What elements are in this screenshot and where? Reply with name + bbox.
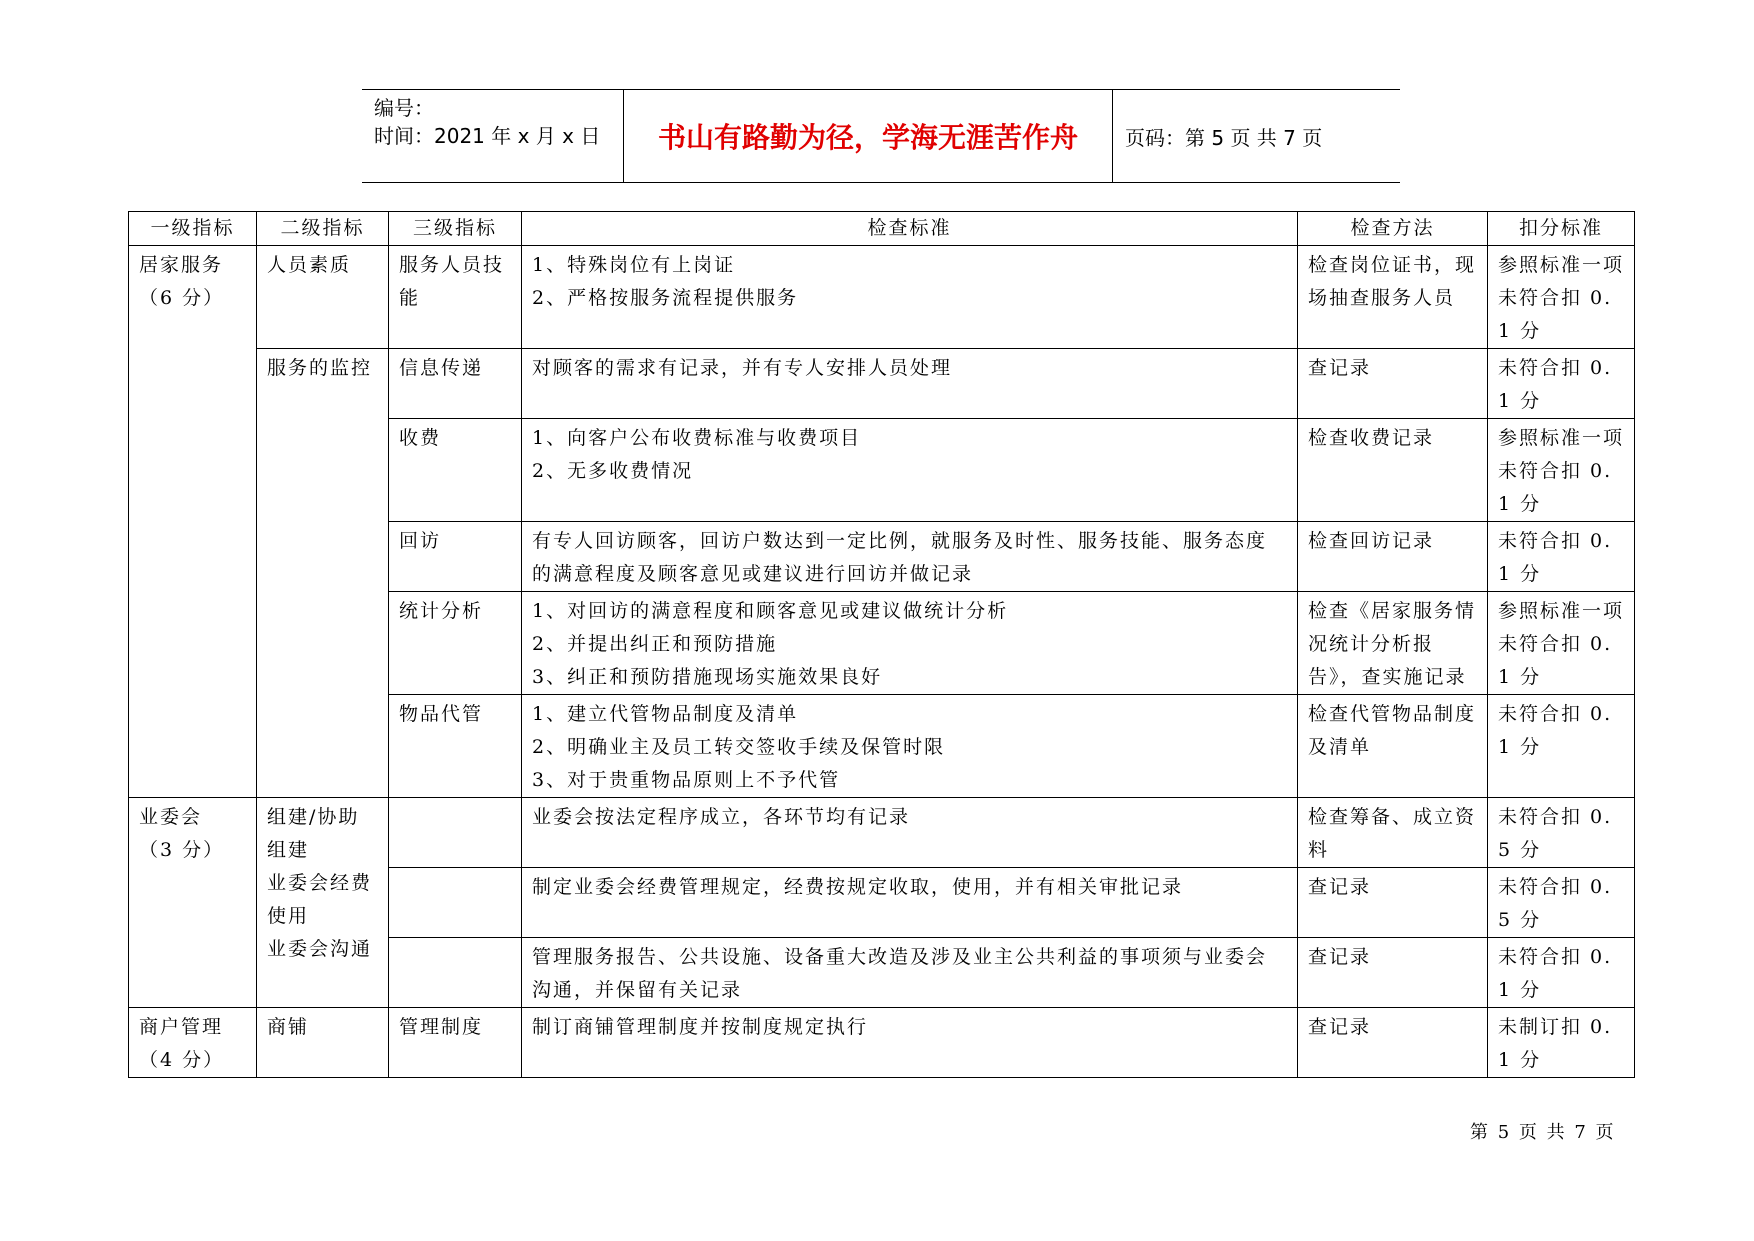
table-row xyxy=(129,1008,1635,1078)
standard-line: 1、特殊岗位有上岗证 xyxy=(532,254,736,276)
method-cell: 查记录 xyxy=(1298,349,1488,419)
level3-cell: 信息传递 xyxy=(389,349,522,419)
header-info xyxy=(362,90,624,182)
document-header xyxy=(362,89,1400,183)
level3-cell: 收费 xyxy=(389,419,522,522)
method-cell: 检查回访记录 xyxy=(1298,522,1488,592)
table-header-row xyxy=(129,212,1635,246)
standard-cell xyxy=(522,938,1298,1008)
table-row xyxy=(129,246,1635,349)
level2-line: 组建/协助组建 xyxy=(267,806,360,861)
deduct-cell: 未符合扣 0.1 分 xyxy=(1488,522,1635,592)
standard-line: 3、对于贵重物品原则上不予代管 xyxy=(532,769,841,791)
deduct-cell: 参照标准一项未符合扣 0.1 分 xyxy=(1488,592,1635,695)
deduct-cell: 未符合扣 0.1 分 xyxy=(1488,349,1635,419)
deduct-cell: 未制订扣 0.1 分 xyxy=(1488,1008,1635,1078)
standard-cell xyxy=(522,349,1298,419)
method-cell: 查记录 xyxy=(1298,868,1488,938)
col-header: 扣分标准 xyxy=(1488,212,1635,246)
level3-cell xyxy=(389,868,522,938)
level1-cell xyxy=(129,1008,257,1078)
level1-cell xyxy=(129,798,257,1008)
deduct-cell: 未符合扣 0.5 分 xyxy=(1488,798,1635,868)
level1-cell xyxy=(129,246,257,798)
table-row xyxy=(129,349,1635,419)
level2-cell: 人员素质 xyxy=(257,246,389,349)
number-label: 编号： xyxy=(374,96,434,120)
deduct-cell: 参照标准一项未符合扣 0.1 分 xyxy=(1488,246,1635,349)
method-cell: 检查筹备、成立资料 xyxy=(1298,798,1488,868)
standard-cell xyxy=(522,419,1298,522)
motto: 书山有路勤为径，学海无涯苦作舟 xyxy=(624,90,1113,182)
standard-cell xyxy=(522,695,1298,798)
deduct-cell: 参照标准一项未符合扣 0.1 分 xyxy=(1488,419,1635,522)
col-header: 检查标准 xyxy=(522,212,1298,246)
inspection-table xyxy=(128,211,1635,1078)
method-cell: 检查《居家服务情况统计分析报告》，查实施记录 xyxy=(1298,592,1488,695)
standard-line: 2、无多收费情况 xyxy=(532,460,694,482)
standard-cell xyxy=(522,1008,1298,1078)
level3-cell: 物品代管 xyxy=(389,695,522,798)
standard-line: 有专人回访顾客，回访户数达到一定比例，就服务及时性、服务技能、服务态度的满意程度及顾客意见或建议进行回访并做记录 xyxy=(532,530,1268,585)
level2-line: 业委会沟通 xyxy=(267,938,373,960)
standard-line: 1、建立代管物品制度及清单 xyxy=(532,703,799,725)
standard-line: 管理服务报告、公共设施、设备重大改造及涉及业主公共利益的事项须与业委会沟通，并保留有关记录 xyxy=(532,946,1268,1001)
level1-name: 居家服务 xyxy=(139,254,224,276)
col-header: 二级指标 xyxy=(257,212,389,246)
col-header: 检查方法 xyxy=(1298,212,1488,246)
level1-name: 业委会 xyxy=(139,806,203,828)
standard-cell xyxy=(522,246,1298,349)
level1-score: （4 分） xyxy=(139,1049,225,1071)
standard-line: 1、对回访的满意程度和顾客意见或建议做统计分析 xyxy=(532,600,1009,622)
standard-cell xyxy=(522,798,1298,868)
standard-line: 2、严格按服务流程提供服务 xyxy=(532,287,799,309)
level3-cell: 回访 xyxy=(389,522,522,592)
level1-name: 商户管理 xyxy=(139,1016,224,1038)
level1-score: （3 分） xyxy=(139,839,225,861)
level3-cell xyxy=(389,938,522,1008)
page-label: 页码：第 5 页 共 7 页 xyxy=(1125,125,1323,150)
level2-cell xyxy=(257,798,389,1008)
level2-cell: 服务的监控 xyxy=(257,349,389,798)
standard-line: 1、向客户公布收费标准与收费项目 xyxy=(532,427,862,449)
standard-line: 业委会按法定程序成立，各环节均有记录 xyxy=(532,806,911,828)
level2-line: 业委会经费使用 xyxy=(267,872,373,927)
method-cell: 查记录 xyxy=(1298,938,1488,1008)
page-footer: 第 5 页 共 7 页 xyxy=(1470,1122,1616,1143)
standard-line: 对顾客的需求有记录，并有专人安排人员处理 xyxy=(532,357,953,379)
level3-cell: 统计分析 xyxy=(389,592,522,695)
method-cell: 检查收费记录 xyxy=(1298,419,1488,522)
standard-line: 制订商铺管理制度并按制度规定执行 xyxy=(532,1016,869,1038)
table-row xyxy=(129,798,1635,868)
deduct-cell: 未符合扣 0.1 分 xyxy=(1488,938,1635,1008)
time-label: 时间：2021 年 x 月 x 日 xyxy=(374,124,601,148)
level2-cell: 商铺 xyxy=(257,1008,389,1078)
level1-score: （6 分） xyxy=(139,287,225,309)
deduct-cell: 未符合扣 0.1 分 xyxy=(1488,695,1635,798)
deduct-cell: 未符合扣 0.5 分 xyxy=(1488,868,1635,938)
standard-line: 制定业委会经费管理规定，经费按规定收取，使用，并有相关审批记录 xyxy=(532,876,1184,898)
level3-cell: 管理制度 xyxy=(389,1008,522,1078)
col-header: 三级指标 xyxy=(389,212,522,246)
standard-cell xyxy=(522,868,1298,938)
standard-cell xyxy=(522,522,1298,592)
col-header: 一级指标 xyxy=(129,212,257,246)
method-cell: 查记录 xyxy=(1298,1008,1488,1078)
method-cell: 检查岗位证书，现场抽查服务人员 xyxy=(1298,246,1488,349)
standard-line: 2、并提出纠正和预防措施 xyxy=(532,633,778,655)
standard-cell xyxy=(522,592,1298,695)
method-cell: 检查代管物品制度及清单 xyxy=(1298,695,1488,798)
standard-line: 3、纠正和预防措施现场实施效果良好 xyxy=(532,666,883,688)
level3-cell: 服务人员技能 xyxy=(389,246,522,349)
standard-line: 2、明确业主及员工转交签收手续及保管时限 xyxy=(532,736,946,758)
level3-cell xyxy=(389,798,522,868)
